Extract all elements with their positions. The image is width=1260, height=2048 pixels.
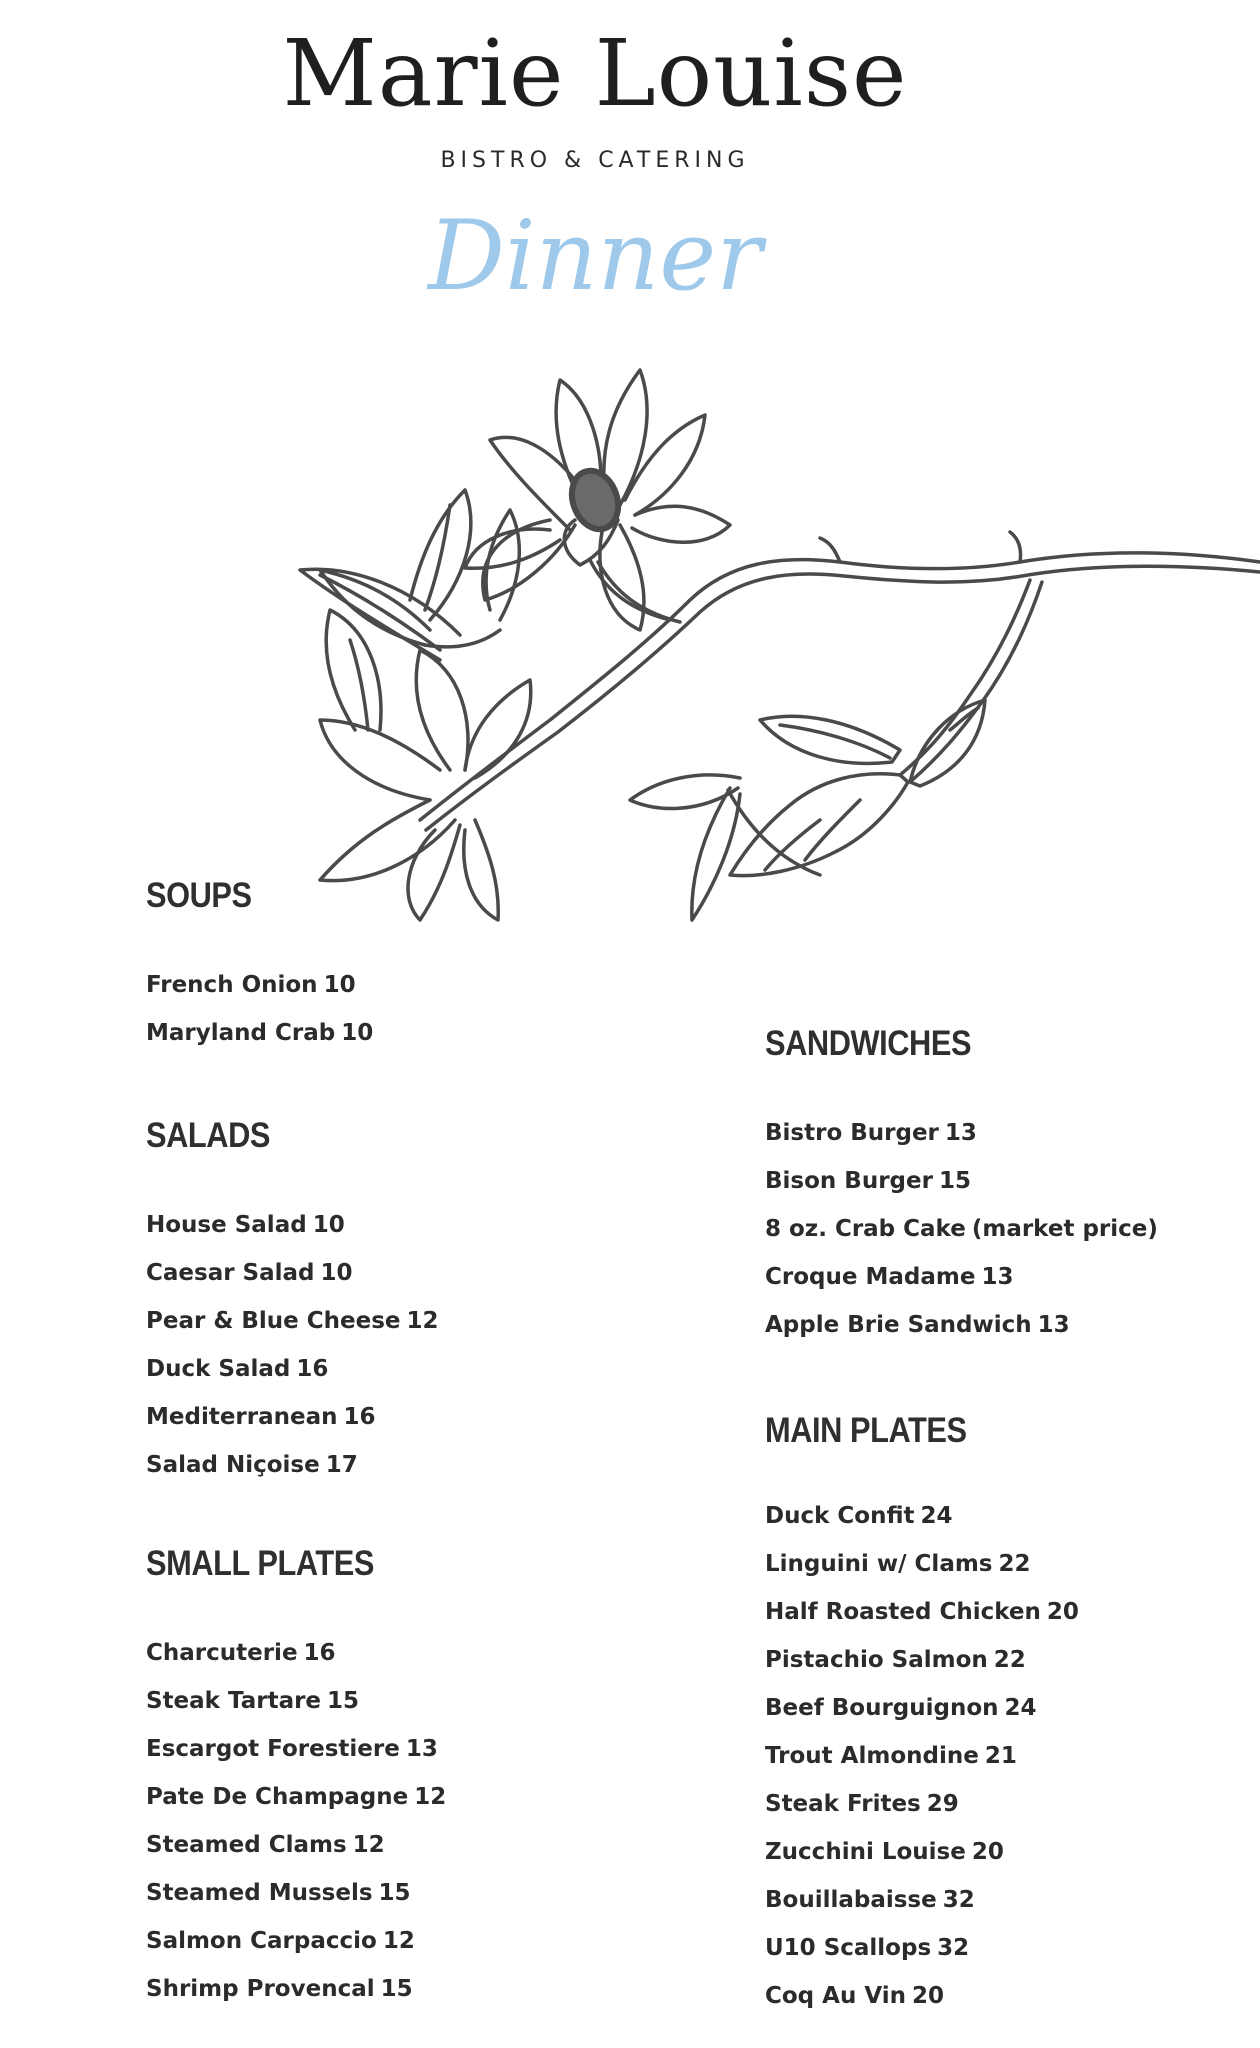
menu-item xyxy=(146,1869,446,1917)
item-price: 17 xyxy=(325,1452,358,1478)
item-name: Pate De Champagne xyxy=(146,1784,409,1810)
item-name: House Salad xyxy=(146,1212,307,1238)
item-price: 15 xyxy=(938,1168,971,1194)
item-price: 16 xyxy=(303,1640,336,1666)
salads-list xyxy=(146,1201,439,1489)
item-price: 12 xyxy=(406,1308,439,1334)
item-price: 10 xyxy=(312,1212,345,1238)
section-small-plates xyxy=(146,1546,446,2013)
item-name: Salad Niçoise xyxy=(146,1452,320,1478)
item-name: Bouillabaisse xyxy=(765,1887,937,1913)
section-title-small-plates: SMALL PLATES xyxy=(146,1544,375,1583)
item-price: 10 xyxy=(320,1260,353,1286)
small-plates-list xyxy=(146,1629,446,2013)
brand-name: Marie Louise xyxy=(282,20,908,127)
item-price: 15 xyxy=(327,1688,360,1714)
menu-item xyxy=(765,1492,1079,1540)
item-name: Caesar Salad xyxy=(146,1260,315,1286)
menu-item xyxy=(765,1540,1079,1588)
menu-item xyxy=(765,1732,1079,1780)
item-price: 13 xyxy=(1037,1312,1070,1338)
menu-item xyxy=(146,1249,439,1297)
menu-item xyxy=(146,1009,373,1057)
item-price: 10 xyxy=(323,972,356,998)
menu-item xyxy=(765,1828,1079,1876)
item-price: 24 xyxy=(920,1503,953,1529)
item-name: French Onion xyxy=(146,972,318,998)
section-title-salads: SALADS xyxy=(146,1116,270,1155)
item-price: 32 xyxy=(937,1935,970,1961)
item-price: 20 xyxy=(971,1839,1004,1865)
menu-item xyxy=(146,1393,439,1441)
item-price: 12 xyxy=(352,1832,385,1858)
item-name: Linguini w/ Clams xyxy=(765,1551,993,1577)
item-name: Escargot Forestiere xyxy=(146,1736,400,1762)
menu-item xyxy=(765,1301,1158,1349)
item-name: Pear & Blue Cheese xyxy=(146,1308,401,1334)
item-name: Charcuterie xyxy=(146,1640,298,1666)
menu-item xyxy=(765,1636,1079,1684)
section-soups xyxy=(146,878,373,1057)
item-name: Duck Salad xyxy=(146,1356,291,1382)
menu-item xyxy=(765,1876,1079,1924)
item-price: 13 xyxy=(405,1736,438,1762)
item-name: Steak Frites xyxy=(765,1791,921,1817)
item-price: 22 xyxy=(998,1551,1031,1577)
menu-item xyxy=(146,1773,446,1821)
item-name: Steak Tartare xyxy=(146,1688,322,1714)
section-main-plates xyxy=(765,1413,1079,2020)
item-price: 13 xyxy=(981,1264,1014,1290)
menu-item xyxy=(765,1157,1158,1205)
section-title-soups: SOUPS xyxy=(146,876,252,915)
menu-item xyxy=(146,1441,439,1489)
section-title-main-plates: MAIN PLATES xyxy=(765,1411,967,1450)
section-sandwiches xyxy=(765,1026,1158,1349)
item-name: U10 Scallops xyxy=(765,1935,932,1961)
item-price: 22 xyxy=(993,1647,1026,1673)
item-name: Bistro Burger xyxy=(765,1120,939,1146)
soups-list xyxy=(146,961,373,1057)
item-price: 29 xyxy=(926,1791,959,1817)
section-salads xyxy=(146,1118,439,1489)
item-name: Shrimp Provencal xyxy=(146,1976,375,2002)
menu-item xyxy=(146,961,373,1009)
item-name: Salmon Carpaccio xyxy=(146,1928,377,1954)
item-name: Maryland Crab xyxy=(146,1020,336,1046)
menu-item xyxy=(146,1345,439,1393)
item-name: 8 oz. Crab Cake xyxy=(765,1216,966,1242)
item-price: 12 xyxy=(414,1784,447,1810)
menu-item xyxy=(146,1201,439,1249)
main-plates-list xyxy=(765,1492,1079,2020)
item-price: 15 xyxy=(378,1880,411,1906)
magnolia-branch-illustration xyxy=(260,300,1260,1000)
menu-item xyxy=(146,1821,446,1869)
item-name: Duck Confit xyxy=(765,1503,915,1529)
item-price: 12 xyxy=(382,1928,415,1954)
item-price: 20 xyxy=(1046,1599,1079,1625)
menu-item xyxy=(146,1917,446,1965)
item-price: 16 xyxy=(343,1404,376,1430)
item-name: Zucchini Louise xyxy=(765,1839,966,1865)
item-name: Steamed Mussels xyxy=(146,1880,373,1906)
item-name: Croque Madame xyxy=(765,1264,976,1290)
item-name: Pistachio Salmon xyxy=(765,1647,988,1673)
menu-item xyxy=(765,1205,1158,1253)
item-name: Beef Bourguignon xyxy=(765,1695,999,1721)
menu-item xyxy=(765,1780,1079,1828)
menu-item xyxy=(765,1253,1158,1301)
item-name: Half Roasted Chicken xyxy=(765,1599,1041,1625)
item-price: 15 xyxy=(380,1976,413,2002)
item-name: Mediterranean xyxy=(146,1404,338,1430)
item-name: Bison Burger xyxy=(765,1168,933,1194)
item-price: 20 xyxy=(912,1983,945,2009)
menu-item xyxy=(146,1677,446,1725)
item-price: 10 xyxy=(341,1020,374,1046)
menu-title: Dinner xyxy=(427,200,763,312)
item-price: 13 xyxy=(944,1120,977,1146)
menu-item xyxy=(146,1297,439,1345)
item-price: 32 xyxy=(942,1887,975,1913)
item-price: 24 xyxy=(1004,1695,1037,1721)
menu-item xyxy=(146,1629,446,1677)
menu-item xyxy=(765,1972,1079,2020)
menu-item xyxy=(146,1725,446,1773)
menu-item xyxy=(765,1684,1079,1732)
menu-item xyxy=(146,1965,446,2013)
section-title-sandwiches: SANDWICHES xyxy=(765,1024,972,1063)
brand-subtitle: BISTRO & CATERING xyxy=(440,148,750,173)
menu-item xyxy=(765,1588,1079,1636)
sandwiches-list xyxy=(765,1109,1158,1349)
item-price: (market price) xyxy=(971,1216,1158,1242)
item-name: Trout Almondine xyxy=(765,1743,979,1769)
menu-item xyxy=(765,1924,1079,1972)
item-name: Apple Brie Sandwich xyxy=(765,1312,1032,1338)
item-name: Coq Au Vin xyxy=(765,1983,906,2009)
menu-item xyxy=(765,1109,1158,1157)
item-price: 21 xyxy=(984,1743,1017,1769)
item-price: 16 xyxy=(296,1356,329,1382)
item-name: Steamed Clams xyxy=(146,1832,347,1858)
